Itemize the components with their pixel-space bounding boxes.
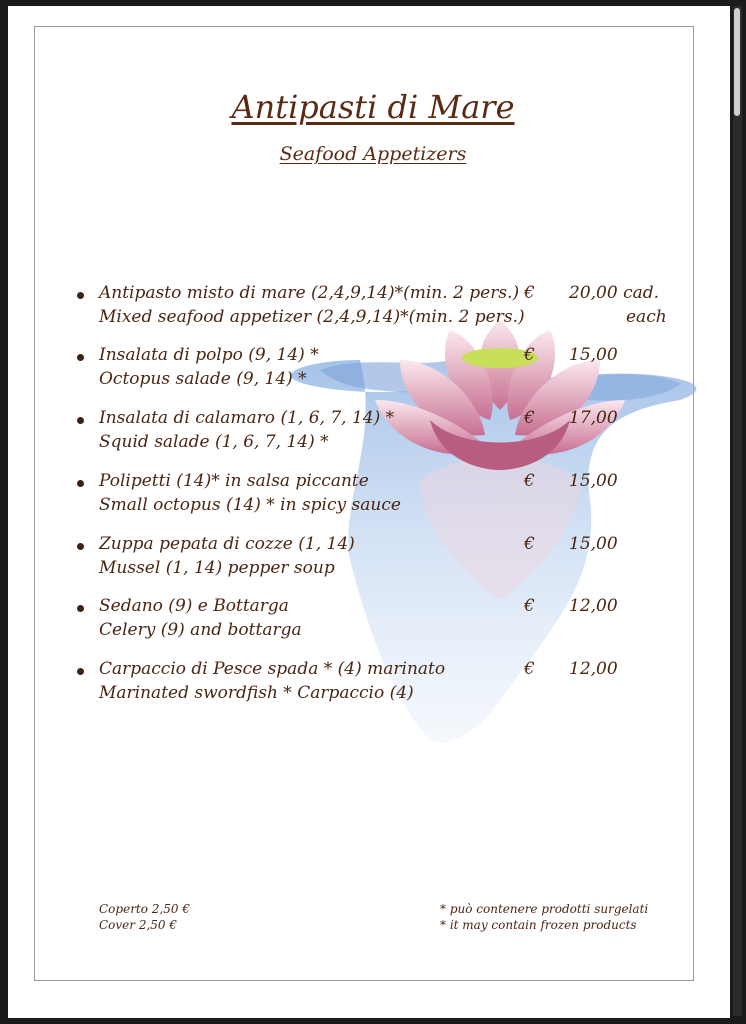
bullet-icon: [77, 480, 84, 487]
item-name-it: Polipetti (14)* in salsa piccante: [99, 471, 369, 491]
item-name-en: Mussel (1, 14) pepper soup: [99, 558, 335, 578]
menu-item: [0, 659, 746, 715]
page-title: Antipasti di Mare: [231, 88, 515, 126]
item-name-it: Zuppa pepata di cozze (1, 14): [99, 534, 355, 554]
item-name-en: Celery (9) and bottarga: [99, 620, 302, 640]
item-price: 17,00: [569, 408, 618, 428]
item-name-it: Carpaccio di Pesce spada * (4) marinato: [99, 659, 446, 679]
menu-item: [0, 345, 746, 401]
item-price: 15,00: [569, 345, 618, 365]
item-name-it: Sedano (9) e Bottarga: [99, 596, 289, 616]
item-currency: €: [524, 408, 535, 428]
item-currency: €: [524, 534, 535, 554]
page-subtitle: Seafood Appetizers: [279, 143, 467, 165]
item-name-en: Small octopus (14) * in spicy sauce: [99, 495, 401, 515]
bullet-icon: [77, 417, 84, 424]
item-name-en: Octopus salade (9, 14) *: [99, 369, 307, 389]
item-price: 12,00: [569, 596, 618, 616]
item-name-it: Insalata di calamaro (1, 6, 7, 14) *: [99, 408, 395, 428]
cover-charge-it: Coperto 2,50 €: [99, 902, 190, 916]
item-price: 12,00: [569, 659, 618, 679]
item-name-en: Marinated swordfish * Carpaccio (4): [99, 683, 414, 703]
item-price: 15,00: [569, 471, 618, 491]
item-unit-en: each: [626, 307, 667, 327]
item-price: 15,00: [569, 534, 618, 554]
frozen-note-en: * it may contain frozen products: [440, 918, 637, 932]
item-name-en: Squid salade (1, 6, 7, 14) *: [99, 432, 329, 452]
item-currency: €: [524, 659, 535, 679]
bullet-icon: [77, 605, 84, 612]
frozen-note-it: * può contenere prodotti surgelati: [440, 902, 649, 916]
menu-item: [0, 471, 746, 527]
item-price: 20,00 cad.: [569, 283, 660, 303]
bullet-icon: [77, 543, 84, 550]
menu-item: [0, 596, 746, 652]
item-name-it: Antipasto misto di mare (2,4,9,14)*(min. 2 pers.): [99, 283, 520, 303]
item-name-en: Mixed seafood appetizer (2,4,9,14)*(min. 2 pers.): [99, 307, 525, 327]
item-currency: €: [524, 471, 535, 491]
item-currency: €: [524, 345, 535, 365]
bullet-icon: [77, 354, 84, 361]
menu-item: [0, 534, 746, 590]
bullet-icon: [77, 668, 84, 675]
item-currency: €: [524, 283, 535, 303]
cover-charge-en: Cover 2,50 €: [99, 918, 178, 932]
item-currency: €: [524, 596, 535, 616]
menu-item: [0, 408, 746, 464]
bullet-icon: [77, 292, 84, 299]
menu-item: [0, 283, 746, 339]
item-name-it: Insalata di polpo (9, 14) *: [99, 345, 319, 365]
